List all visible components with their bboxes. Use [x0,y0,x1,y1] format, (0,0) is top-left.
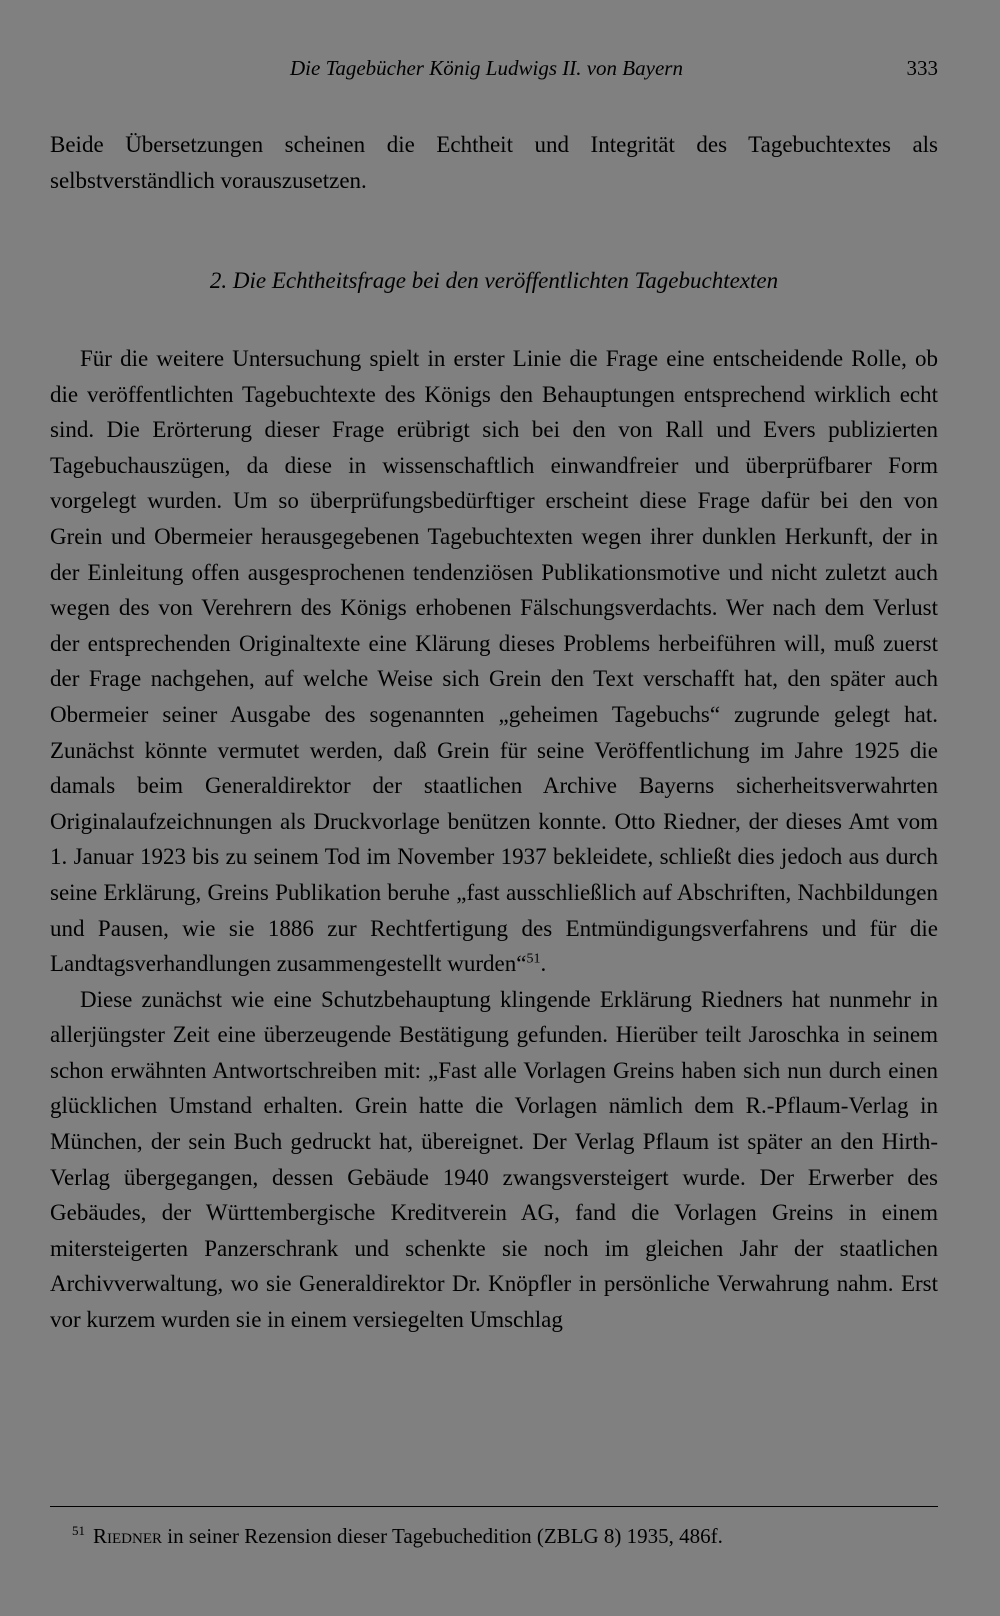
paragraph-end: . [540,951,547,977]
footnote [72,1521,932,1551]
paragraph-text: Für die weitere Untersuchung spielt in erster Linie die Frage eine entscheidende Rolle, ob die veröffentlichten Tagebuchtexte des Königs den Behauptungen entsprechend wirklich echt sind. Die Erörterung dieser Frage erübrigt sich bei den von Rall und Evers publizierten Tagebuchauszügen, da diese in wissenschaftlich einwandfreier und überprüfbarer Form vorgelegt wurden. Um so überprüfungsbedürftiger erscheint diese Frage dafür bei den von Grein und Obermeier herausgegebenen Tagebuchtexten wegen ihrer dunklen Herkunft, der in der Einleitung offen ausgesprochenen tendenziösen Publikationsmotive und nicht zuletzt auch wegen des von Verehrern des Königs erhobenen Fälschungsverdachts. Wer nach dem Verlust der entsprechenden Originaltexte eine Klärung dieses Problems herbeiführen will, muß zuerst der Frage nachgehen, auf welche Weise sich Grein den Text verschafft hat, den später auch Obermeier seiner Ausgabe des sogenannten „geheimen Tagebuchs“ zugrunde gelegt hat. Zunächst könnte vermutet werden, daß Grein für seine Veröffentlichung im Jahre 1925 die damals beim Generaldirektor der staatlichen Archive Bayerns sicherheitsverwahrten Originalaufzeichnungen als Druckvorlage benützen konnte. Otto Riedner, der dieses Amt vom 1. Januar 1923 bis zu seinem Tod im November 1937 bekleidete, schließt dies jedoch aus durch seine Erklärung, Greins Publikation beruhe „fast ausschließlich auf Abschriften, Nachbildungen und Pausen, wie sie 1886 zur Rechtfertigung des Entmündigungsverfahrens und für die Landtagsverhandlungen zusammengestellt wurden“ [50,346,938,977]
footnote-author: Riedner [93,1524,162,1548]
footnote-divider [50,1506,938,1507]
paragraph [50,341,938,982]
running-title: Die Tagebücher König Ludwigs II. von Bayern [290,56,683,80]
footnote-reference: 51 [526,951,541,967]
page-number: 333 [906,56,938,80]
running-header [50,56,938,90]
document-page [50,0,938,1616]
footnote-number: 51 [72,1523,85,1538]
section-heading: 2. Die Echtheitsfrage bei den veröffentlichten Tagebuchtexten [209,268,779,293]
footnote-text: in seiner Rezension dieser Tagebuchedition (ZBLG 8) 1935, 486f. [162,1524,723,1548]
intro-paragraph: Beide Übersetzungen scheinen die Echtheit und Integrität des Tagebuchtextes als selbstverständlich vorauszusetzen. [50,132,938,193]
body-text [50,341,938,1338]
paragraph: Diese zunächst wie eine Schutzbehauptung klingende Erklärung Riedners hat nunmehr in allerjüngster Zeit eine überzeugende Bestätigung gefunden. Hierüber teilt Jaroschka in seinem schon erwähnten Antwortschreiben mit: „Fast alle Vorlagen Greins haben sich nun durch einen glücklichen Umstand erhalten. Grein hatte die Vorlagen nämlich dem R.-Pflaum-Verlag in München, der sein Buch gedruckt hat, übereignet. Der Verlag Pflaum ist später an den Hirth-Verlag übergegangen, dessen Gebäude 1940 zwangsversteigert wurde. Der Erwerber des Gebäudes, der Württembergische Kreditverein AG, fand die Vorlagen Greins in einem mitersteigerten Panzerschrank und schenkte sie noch im gleichen Jahr der staatlichen Archivverwaltung, wo sie Generaldirektor Dr. Knöpfler in persönliche Verwahrung nahm. Erst vor kurzem wurden sie in einem versiegelten Umschlag [50,986,938,1333]
